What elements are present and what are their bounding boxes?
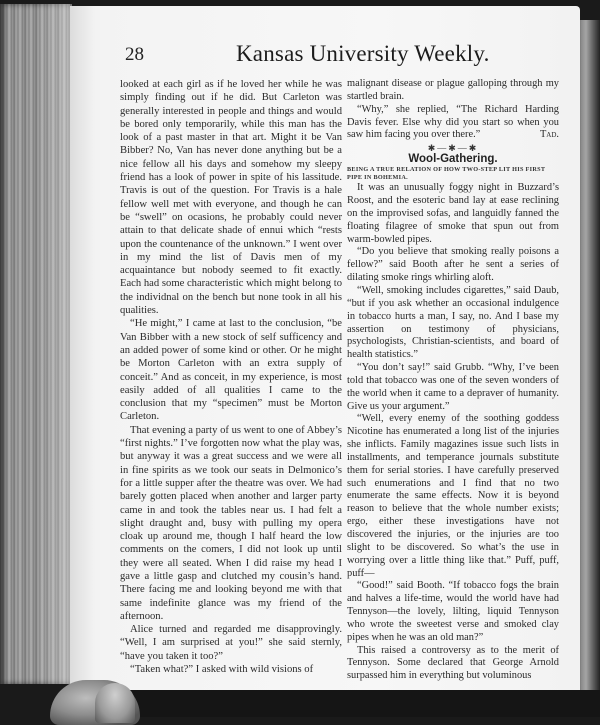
paragraph (347, 104, 559, 143)
paragraph: “Well, every enemy of the soothing goddess Nicotine has enumerated a long list of the injuries she inflicts. Family magazines issue such lists in installments, and temperance journals substitute them for serial stories. I have carefully preserved such enumerations and I find that no two enumerate the same effects. Now it is beyond reason to believe that the whole number exists; ergo, either these investigations have not discovered the injuries, or the injuries are too slight to be discovered. So what’s the use in worrying over a little thing like that.” Puff, puff, puff— (347, 413, 559, 579)
paragraph: “Do you believe that smoking really poisons a fellow?” said Booth after he sent a series of dilating smoke rings whirling aloft. (347, 246, 559, 284)
paragraph: looked at each girl as if he loved her while he was simply finding out if he did. But Carleton was generally interested in people and things and would be bored only temporarily, while this man has the look of a past master in that art. Might it be Van Bibber? No, Van has never done anything but be a nice fellow all his days and somehow my sleepy friend has a look of power in spite of his lassitude. Travis is out of the question. For Travis is a hale fellow well met with everyone, and though he can be “swell” on ocasions, he probably could never attain to that delicate shade of ennui which “rests upon the countenance of the unknown.” I went over in my mind the list of Davis men of my acquaintance but nobody seemed to fit exactly. Each had some characteristic which might belong to the individnal on the bench but none took in all his qualities. (120, 79, 342, 317)
paragraph: “Taken what?” I asked with wild visions of (130, 664, 314, 676)
author-signature: Tad. (539, 129, 559, 141)
paragraph: “You don’t say!” said Grubb. “Why, I’ve been told that tobacco was one of the seven wonders of the world when it came to a depraver of humanity. Give us your argument.” (347, 362, 559, 412)
article-subtitle: BEING A TRUE RELATION OF HOW TWO-STEP LIT HIS FIRST PIPE IN BOHEMIA. (347, 166, 546, 181)
paragraph: That evening a party of us went to one of Abbey’s “first nights.” I’ve forgotten now what the play was, but anyway it was a great success and we were all in fine spirits as we took our seats in Delmonico’s for a little supper after the theatre was over. We had barely gotten placed when another and larger party came in and took the tables near us. I had felt a slight draught and, busy with pulling my opera cloak up around me, though I half heard the low comments on the comers, I did not look up until they were all seated. When I did raise my head I gave a little gasp and clutched my cousin’s hand. There facing me and looking beyond me with that same indefinite glance was my friend of the afternoon. (120, 424, 342, 622)
running-title: Kansas University Weekly. (236, 41, 490, 66)
book-bottom-shadow (60, 690, 600, 717)
page-header (118, 40, 568, 76)
paragraph-text: “Why,” she replied, “The Richard Harding Davis fever. Else why did you start so when you saw him facing you over there.” (347, 103, 559, 141)
paragraph: “He might,” I came at last to the conclusion, “be Van Bibber with a new stock of self sufficency and an added power of some kind or other. Or he might be Morton Carleton with an extra supply of conceit.” And as conceit, in my experience, is most easily added of all qualities I came to the conclusion that my “specimen” must be Morton Carleton. (120, 318, 342, 423)
paragraph: malignant disease or plague galloping through my startled brain. (347, 78, 559, 102)
section-ornament: ✱—✱—✱ (427, 143, 479, 154)
paragraph: “Well, smoking includes cigarettes,” said Daub, “but if you ask whether an occasional indulgence in tobacco hurts a man, I say, no. And I base my assertion on testimony of physicians, psychologists, Christian-scientists, and board of health statistics.” (347, 284, 559, 361)
article-title: Wool-Gathering. (408, 153, 498, 166)
page-number: 28 (125, 44, 144, 65)
paragraph: Alice turned and regarded me disapprovingly. “Well, I am surprised at you!” she said sternly, “have you taken it too?” (120, 624, 342, 662)
paragraph: This raised a controversy as to the merit of Tennyson. Some declared that George Arnold surpassed him in everything but voluminous (347, 644, 559, 682)
right-column (347, 78, 559, 683)
paragraph: It was an unusually foggy night in Buzzard’s Roost, and the esoteric band lay at ease reclining on the improvised sofas, and languidly fanned the floating filagree of smoke that spun out from warm-bowled pipes. (347, 182, 559, 245)
left-column (120, 78, 342, 676)
book-page-edges-highlight (40, 4, 70, 684)
finger-holding-page (95, 683, 135, 723)
book-page-edges-right (578, 20, 600, 700)
paragraph: “Good!” said Booth. “If tobacco fogs the brain and halves a life-time, would the world have had Tennyson—the lovely, lilting, liquid Tennyson who wrote the sweetest verse and smoked clay pipes when he was an old man?” (347, 580, 559, 643)
